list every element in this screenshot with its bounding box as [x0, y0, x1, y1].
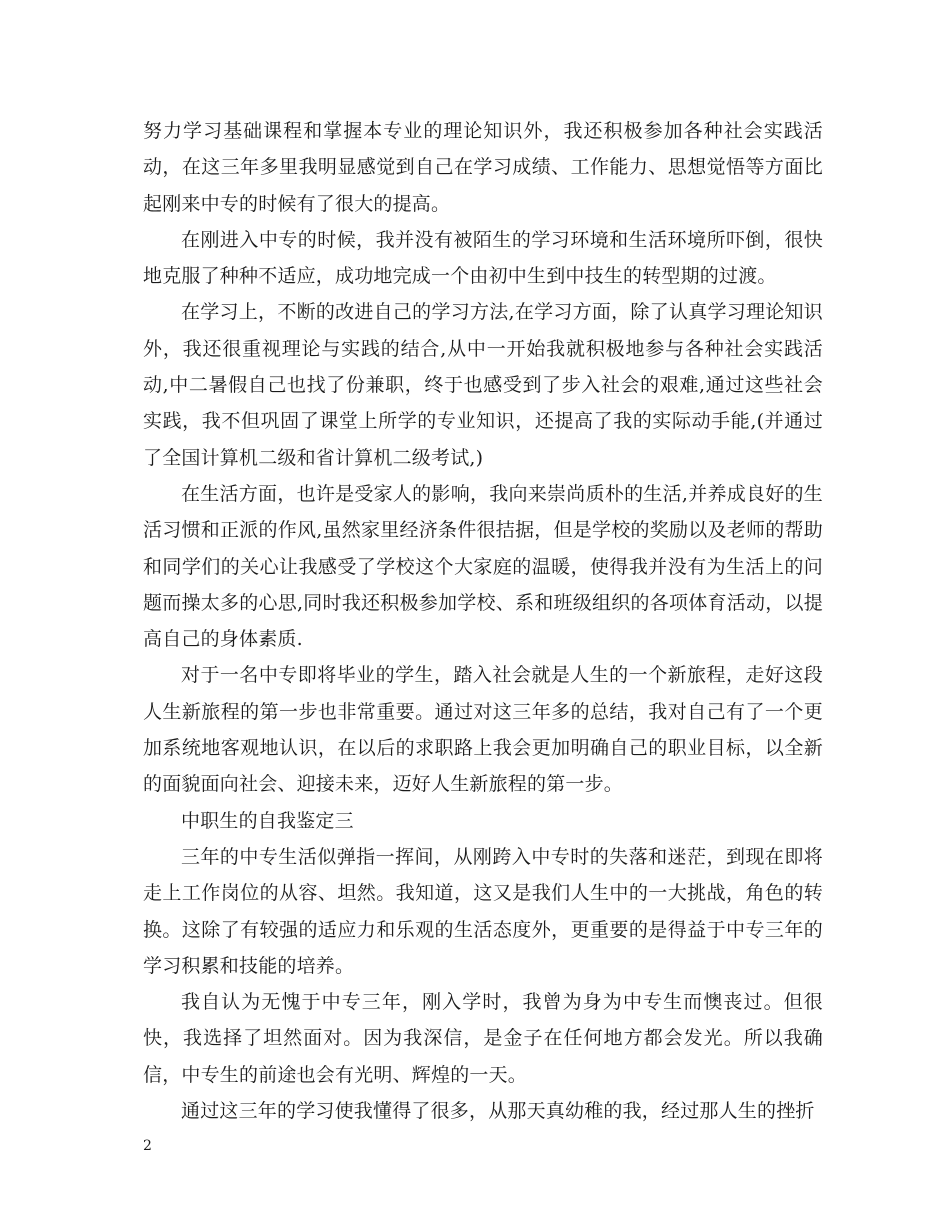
document-body — [143, 113, 823, 1129]
paragraph: 三年的中专生活似弹指一挥间，从刚跨入中专时的失落和迷茫，到现在即将走上工作岗位的从容、坦然。我知道，这又是我们人生中的一大挑战，角色的转换。这除了有较强的适应力和乐观的生活态度外，更重要的是得益于中专三年的学习积累和技能的培养。 — [143, 845, 823, 977]
paragraph: 在学习上，不断的改进自己的学习方法,在学习方面，除了认真学习理论知识外，我还很重视理论与实践的结合,从中一开始我就积极地参与各种社会实践活动,中二暑假自己也找了份兼职，终于也感受到了步入社会的艰难,通过这些社会实践，我不但巩固了课堂上所学的专业知识，还提高了我的实际动手能,(并通过了全国计算机二级和省计算机二级考试,) — [143, 301, 823, 469]
paragraph: 对于一名中专即将毕业的学生，踏入社会就是人生的一个新旅程，走好这段人生新旅程的第一步也非常重要。通过对这三年多的总结，我对自己有了一个更加系统地客观地认识，在以后的求职路上我会更加明确自己的职业目标，以全新的面貌面向社会、迎接未来，迈好人生新旅程的第一步。 — [143, 664, 823, 796]
paragraph: 在生活方面，也许是受家人的影响，我向来崇尚质朴的生活,并养成良好的生活习惯和正派的作风,虽然家里经济条件很拮据，但是学校的奖励以及老师的帮助和同学们的关心让我感受了学校这个大家庭的温暖，使得我并没有为生活上的问题而操太多的心思,同时我还积极参加学校、系和班级组织的各项体育活动，以提高自己的身体素质. — [143, 482, 823, 651]
section-heading: 中职生的自我鉴定三 — [181, 809, 354, 832]
paragraph: 我自认为无愧于中专三年，刚入学时，我曾为身为中专生而懊丧过。但很快，我选择了坦然面对。因为我深信，是金子在任何地方都会发光。所以我确信，中专生的前途也会有光明、辉煌的一天。 — [143, 991, 823, 1086]
paragraph: 通过这三年的学习使我懂得了很多，从那天真幼稚的我，经过那人生的挫折 — [181, 1100, 815, 1123]
paragraph: 努力学习基础课程和掌握本专业的理论知识外，我还积极参加各种社会实践活动，在这三年多里我明显感觉到自己在学习成绩、工作能力、思想觉悟等方面比起刚来中专的时候有了很大的提高。 — [143, 120, 823, 215]
page-number: 2 — [143, 1138, 152, 1154]
paragraph: 在刚进入中专的时候，我并没有被陌生的学习环境和生活环境所吓倒，很快地克服了种种不适应，成功地完成一个由初中生到中技生的转型期的过渡。 — [143, 228, 823, 288]
